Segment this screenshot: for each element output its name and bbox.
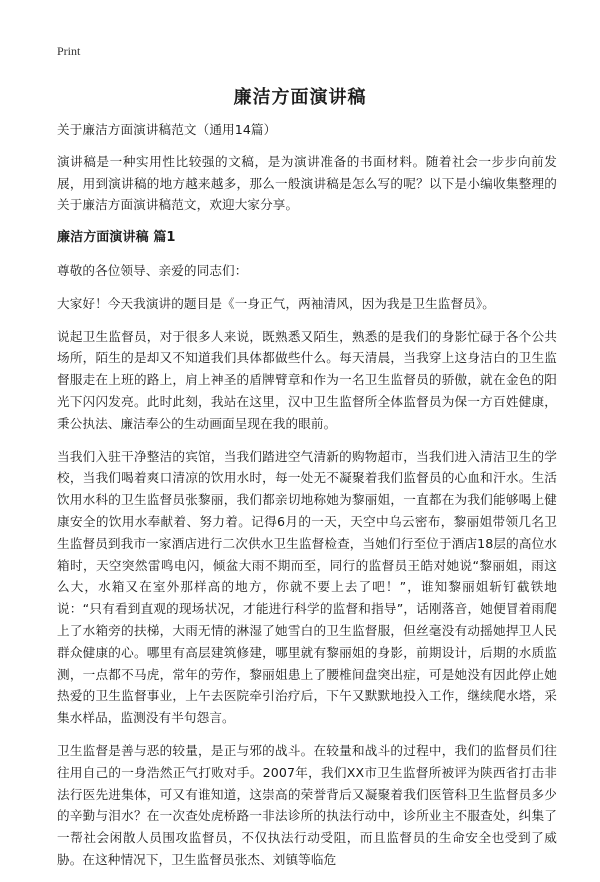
document-subtitle: 关于廉洁方面演讲稿范文（通用14篇） <box>57 122 277 137</box>
document-title: 廉洁方面演讲稿 <box>233 87 367 108</box>
body-paragraph: 当我们入驻干净整洁的宾馆，当我们踏进空气清新的购物超市，当我们进入清洁卫生的学校，当我们喝着爽口清凉的饮用水时，每一处无不凝聚着我们监督员的心血和汗水。生活饮用水科的卫生监督员张黎丽，我们都亲切地称她为黎丽姐，一直都在为我们能够喝上健康安全的饮用水奉献着、努力着。记得6月的一天，天空中乌云密布，黎丽姐带领几名卫生监督员到我市一家酒店进行二次供水卫生监督检查，当她们行至位于酒店18层的高位水箱时，天空突然雷鸣电闪，倾盆大雨不期而至，同行的监督员王皓对她说“黎丽姐，雨这么大，水箱又在室外那样高的地方，你就不要上去了吧！”，谁知黎丽姐斩钉截铁地说：“只有看到直观的现场状况，才能进行科学的监督和指导”，话刚落音，她便冒着雨爬上了水箱旁的扶梯，大雨无情的淋湿了她雪白的卫生监督服，但丝毫没有动摇她捍卫人民群众健康的心。哪里有高层建筑修建，哪里就有黎丽姐的身影，前期设计，后期的水质监测，一点都不马虎，常年的劳作，黎丽姐患上了腰椎间盘突出症，可是她没有因此停止她热爱的卫生监督事业，上午去医院牵引治疗后，下午又默默地投入工作，继续爬水塔，采集水样品，监测没有半句怨言。 <box>57 448 557 726</box>
salutation-paragraph: 尊敬的各位领导、亲爱的同志们： <box>57 262 248 278</box>
body-paragraph: 卫生监督是善与恶的较量，是正与邪的战斗。在较量和战斗的过程中，我们的监督员们往往用自己的一身浩然正气打败对手。2007年，我们XX市卫生监督所被评为陕西省打击非法行医先进集体，可又有谁知道，这崇高的荣誉背后又凝聚着我们医管科卫生监督员多少的辛勤与泪水？在一次查处虎桥路一非法诊所的执法行动中，诊所业主不服查处，纠集了一帮社会闲散人员围攻监督员，不仅执法行动受阻，而且监督员的生命安全也受到了威胁。在这种情况下，卫生监督员张杰、刘镇等临危 <box>57 742 557 867</box>
body-paragraph: 说起卫生监督员，对于很多人来说，既熟悉又陌生，熟悉的是我们的身影忙碌于各个公共场所，陌生的是却又不知道我们具体都做些什么。每天清晨，当我穿上这身洁白的卫生监督服走在上班的路上，肩上神圣的盾牌臂章和作为一名卫生监督员的骄傲，就在金色的阳光下闪闪发亮。此时此刻，我站在这里，汉中卫生监督所全体监督员为保一方百姓健康，秉公执法、廉洁奉公的生动画面呈现在我的眼前。 <box>57 328 557 431</box>
print-label[interactable]: Print <box>57 44 81 58</box>
greeting-paragraph: 大家好！今天我演讲的题目是《一身正气，两袖清风，因为我是卫生监督员》。 <box>57 295 495 311</box>
section-heading: 廉洁方面演讲稿 篇1 <box>57 230 176 246</box>
intro-paragraph: 演讲稿是一种实用性比较强的文稿，是为演讲准备的书面材料。随着社会一步步向前发展，用到演讲稿的地方越来越多，那么一般演讲稿是怎么写的呢？以下是小编收集整理的关于廉洁方面演讲稿范文，欢迎大家分享。 <box>57 153 557 213</box>
document-body <box>57 119 557 882</box>
